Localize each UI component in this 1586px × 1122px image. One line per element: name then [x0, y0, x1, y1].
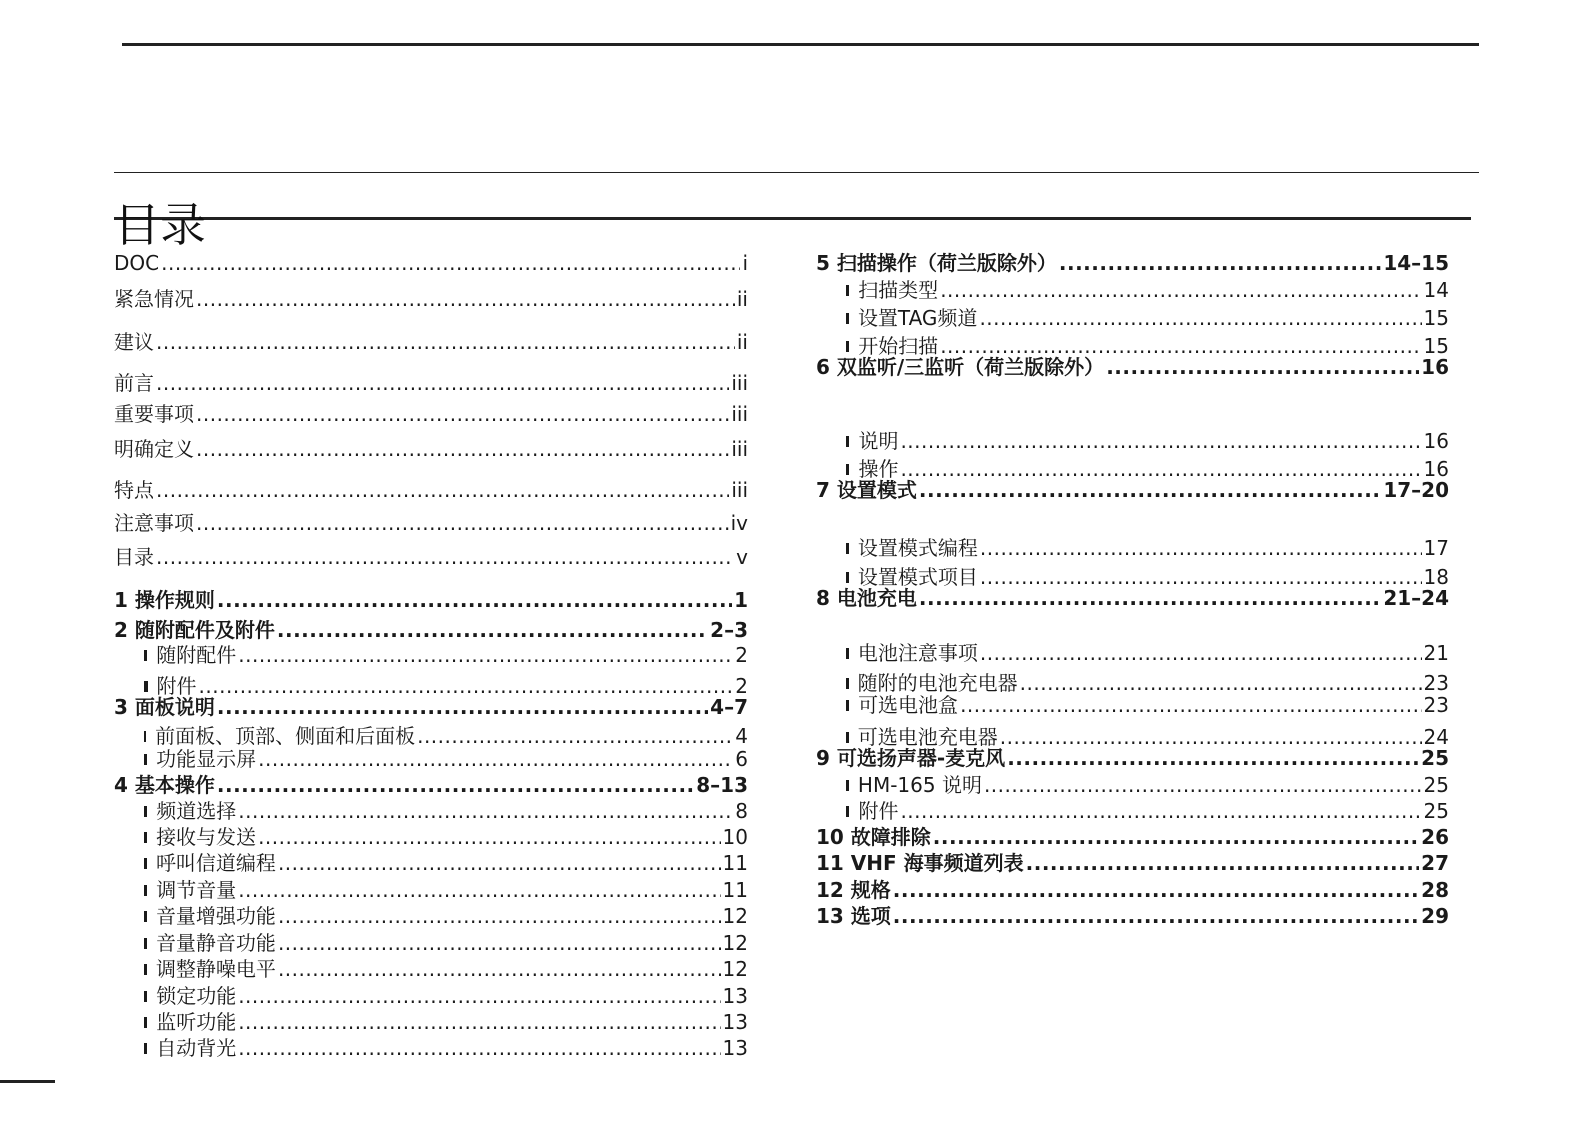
dot-leader: [979, 305, 1421, 331]
toc-entry-label: 4 基本操作: [114, 773, 215, 797]
toc-entry-label: 操作: [858, 457, 899, 481]
dot-leader: [238, 877, 720, 903]
toc-page-number: 23: [1423, 693, 1449, 717]
toc-entry[interactable]: [846, 692, 1449, 718]
toc-section-entry[interactable]: [816, 877, 1449, 903]
square-bullet-icon: [846, 780, 849, 791]
toc-entry-label: 前面板、顶部、侧面和后面板: [155, 724, 416, 748]
dot-leader: [258, 746, 733, 772]
toc-page-number: 2–3: [710, 618, 748, 642]
dot-leader: [217, 694, 708, 720]
square-bullet-icon: [846, 732, 849, 743]
toc-page-number: 12: [722, 931, 748, 955]
square-bullet-icon: [144, 806, 147, 817]
toc-entry-label: 前言: [114, 371, 154, 395]
square-bullet-icon: [144, 1043, 147, 1054]
toc-entry[interactable]: [144, 824, 748, 850]
dot-leader: [1059, 250, 1381, 276]
square-bullet-icon: [846, 572, 849, 583]
toc-page-number: 21–24: [1383, 586, 1449, 610]
dot-leader: [196, 510, 729, 536]
toc-entry[interactable]: [144, 877, 748, 903]
toc-page-number: 26: [1421, 825, 1449, 849]
toc-entry[interactable]: [114, 286, 748, 312]
dot-leader: [278, 956, 721, 982]
toc-entry-label: 随附配件: [156, 643, 237, 667]
toc-page-number: 13: [722, 1036, 748, 1060]
dot-leader: [196, 401, 729, 427]
toc-entry[interactable]: [144, 930, 748, 956]
toc-entry-label: 特点: [114, 478, 154, 502]
square-bullet-icon: [144, 754, 147, 765]
toc-page-number: 15: [1423, 306, 1449, 330]
toc-page-number: 16: [1423, 429, 1449, 453]
toc-section-entry[interactable]: [114, 587, 748, 613]
toc-section-entry[interactable]: [114, 694, 748, 720]
toc-page-number: 2: [735, 674, 748, 698]
toc-entry-label: 1 操作规则: [114, 588, 215, 612]
dot-leader: [161, 250, 740, 276]
toc-page-number: v: [736, 545, 748, 569]
toc-entry-label: 随附的电池充电器: [857, 671, 1018, 695]
toc-entry-label: 10 故障排除: [816, 825, 931, 849]
toc-entry-label: 6 双监听/三监听（荷兰版除外）: [816, 355, 1105, 379]
dot-leader: [980, 535, 1422, 561]
toc-entry[interactable]: [846, 277, 1449, 303]
square-bullet-icon: [846, 285, 849, 296]
toc-entry-label: 目录: [114, 545, 154, 569]
toc-entry[interactable]: [114, 477, 748, 503]
toc-entry-label: 接收与发送: [156, 825, 257, 849]
toc-section-entry[interactable]: [816, 477, 1449, 503]
toc-entry-label: 功能显示屏: [156, 747, 257, 771]
square-bullet-icon: [846, 341, 849, 352]
toc-page-number: 10: [722, 825, 748, 849]
toc-page-number: 18: [1423, 565, 1449, 589]
dot-leader: [900, 798, 1421, 824]
dot-leader: [238, 983, 720, 1009]
toc-entry[interactable]: [144, 903, 748, 929]
toc-page-number: 16: [1421, 355, 1449, 379]
toc-page-number: 14–15: [1383, 251, 1449, 275]
toc-entry[interactable]: [144, 798, 748, 824]
toc-entry-label: HM-165 说明: [857, 773, 982, 797]
dot-leader: [156, 477, 729, 503]
toc-section-entry[interactable]: [816, 354, 1449, 380]
square-bullet-icon: [144, 991, 147, 1002]
toc-entry-label: 自动背光: [156, 1036, 237, 1060]
dot-leader: [893, 877, 1419, 903]
square-bullet-icon: [846, 700, 849, 711]
toc-page-number: 14: [1423, 278, 1449, 302]
toc-entry-label: 7 设置模式: [816, 478, 917, 502]
dot-leader: [217, 772, 694, 798]
toc-entry-label: 9 可选扬声器-麦克风: [816, 746, 1006, 770]
toc-page-number: iii: [731, 437, 748, 461]
dot-leader: [1026, 850, 1420, 876]
toc-page-number: 25: [1421, 746, 1449, 770]
toc-page-number: 12: [722, 904, 748, 928]
toc-entry[interactable]: [846, 798, 1449, 824]
toc-page-number: 12: [722, 957, 748, 981]
dot-leader: [893, 903, 1419, 929]
dot-leader: [933, 824, 1419, 850]
toc-entry-label: 可选电池充电器: [857, 725, 998, 749]
toc-page-number: iii: [731, 402, 748, 426]
page-title: 目录: [114, 197, 206, 252]
square-bullet-icon: [144, 964, 147, 975]
toc-page-number: iv: [730, 511, 748, 535]
title-bottom-rule: [114, 217, 1471, 220]
square-bullet-icon: [846, 436, 849, 447]
dot-leader: [156, 544, 734, 570]
toc-page-number: 23: [1423, 671, 1449, 695]
square-bullet-icon: [144, 681, 148, 692]
square-bullet-icon: [846, 678, 849, 689]
dot-leader: [919, 585, 1381, 611]
toc-page-number: ii: [736, 287, 748, 311]
toc-section-entry[interactable]: [816, 745, 1449, 771]
footer-corner-rule: [0, 1080, 55, 1083]
toc-page-number: 24: [1423, 725, 1449, 749]
toc-entry-label: 设置模式编程: [857, 536, 978, 560]
toc-entry[interactable]: [846, 772, 1449, 798]
toc-entry[interactable]: [144, 983, 748, 1009]
square-bullet-icon: [144, 731, 146, 742]
toc-entry-label: 11 VHF 海事频道列表: [816, 851, 1024, 875]
toc-entry[interactable]: [846, 305, 1449, 331]
toc-page-number: 2: [735, 643, 748, 667]
toc-entry[interactable]: [144, 746, 748, 772]
dot-leader: [196, 436, 729, 462]
square-bullet-icon: [144, 938, 147, 949]
toc-entry[interactable]: [114, 510, 748, 536]
toc-page-number: 8: [735, 799, 748, 823]
dot-leader: [258, 824, 720, 850]
toc-page-number: 15: [1423, 334, 1449, 358]
toc-page-number: 25: [1423, 773, 1449, 797]
toc-section-entry[interactable]: [114, 772, 748, 798]
toc-entry-label: 3 面板说明: [114, 695, 215, 719]
toc-entry[interactable]: [144, 642, 748, 668]
dot-leader: [1106, 354, 1419, 380]
toc-entry-label: 呼叫信道编程: [155, 851, 276, 875]
toc-entry-label: 扫描类型: [858, 278, 939, 302]
square-bullet-icon: [144, 858, 147, 869]
toc-entry-label: 说明: [858, 429, 899, 453]
toc-entry[interactable]: [114, 544, 748, 570]
toc-entry-label: 监听功能: [156, 1010, 237, 1034]
toc-page-number: 13: [722, 1010, 748, 1034]
dot-leader: [277, 617, 708, 643]
toc-entry-label: DOC: [114, 251, 160, 275]
square-bullet-icon: [846, 543, 849, 554]
dot-leader: [156, 329, 735, 355]
toc-entry[interactable]: [144, 1009, 748, 1035]
toc-entry[interactable]: [144, 956, 748, 982]
toc-entry-label: 附件: [858, 799, 899, 823]
toc-entry-label: 调节音量: [156, 878, 237, 902]
toc-entry[interactable]: [144, 1035, 748, 1061]
dot-leader: [980, 640, 1422, 666]
dot-leader: [196, 286, 735, 312]
square-bullet-icon: [144, 650, 147, 661]
square-bullet-icon: [846, 806, 849, 817]
toc-entry[interactable]: [846, 428, 1449, 454]
toc-entry-label: 音量增强功能: [155, 904, 276, 928]
dot-leader: [278, 903, 721, 929]
toc-section-entry[interactable]: [816, 585, 1449, 611]
dot-leader: [238, 1009, 720, 1035]
toc-page-number: 25: [1423, 799, 1449, 823]
toc-entry[interactable]: [114, 329, 748, 355]
toc-entry-label: 调整静噪电平: [155, 957, 276, 981]
toc-section-entry[interactable]: [816, 250, 1449, 276]
toc-page-number: 11: [722, 851, 748, 875]
toc-entry-label: 2 随附配件及附件: [114, 618, 275, 642]
dot-leader: [238, 1035, 720, 1061]
toc-page-number: 4: [735, 724, 748, 748]
header-rule: [122, 43, 1479, 46]
dot-leader: [156, 370, 729, 396]
toc-page-number: 6: [735, 747, 748, 771]
toc-page-number: 29: [1421, 904, 1449, 928]
toc-entry[interactable]: [114, 401, 748, 427]
dot-leader: [238, 642, 733, 668]
square-bullet-icon: [144, 911, 147, 922]
toc-entry-label: 注意事项: [114, 511, 194, 535]
square-bullet-icon: [846, 648, 849, 659]
toc-page-number: 4–7: [710, 695, 748, 719]
title-top-rule: [114, 172, 1479, 173]
toc-section-entry[interactable]: [816, 850, 1449, 876]
toc-entry-label: 附件: [156, 674, 197, 698]
square-bullet-icon: [846, 464, 849, 475]
toc-entry-label: 开始扫描: [858, 334, 939, 358]
toc-entry-label: 紧急情况: [114, 287, 194, 311]
toc-section-entry[interactable]: [816, 903, 1449, 929]
square-bullet-icon: [144, 1017, 147, 1028]
toc-entry-label: 重要事项: [114, 402, 194, 426]
toc-page-number: 21: [1423, 641, 1449, 665]
toc-page-number: iii: [731, 371, 748, 395]
toc-page-number: ii: [736, 330, 748, 354]
toc-entry[interactable]: [144, 850, 748, 876]
toc-entry-label: 8 电池充电: [816, 586, 917, 610]
dot-leader: [960, 692, 1421, 718]
toc-page-number: 1: [734, 588, 748, 612]
toc-page-number: i: [742, 251, 748, 275]
toc-entry-label: 13 选项: [816, 904, 891, 928]
toc-page-number: 11: [722, 878, 748, 902]
dot-leader: [919, 477, 1381, 503]
toc-entry-label: 锁定功能: [156, 984, 237, 1008]
dot-leader: [940, 277, 1421, 303]
toc-page-number: 28: [1421, 878, 1449, 902]
square-bullet-icon: [144, 832, 147, 843]
toc-entry-label: 音量静音功能: [155, 931, 276, 955]
toc-entry-label: 建议: [114, 330, 154, 354]
toc-page-number: 27: [1421, 851, 1449, 875]
toc-entry-label: 5 扫描操作（荷兰版除外）: [816, 251, 1057, 275]
square-bullet-icon: [846, 313, 849, 324]
toc-page-number: 17–20: [1383, 478, 1449, 502]
toc-entry-label: 频道选择: [156, 799, 237, 823]
toc-page-number: 17: [1423, 536, 1449, 560]
toc-entry-label: 12 规格: [816, 878, 891, 902]
toc-entry[interactable]: [114, 370, 748, 396]
toc-entry[interactable]: [846, 640, 1449, 666]
dot-leader: [900, 428, 1421, 454]
toc-page-number: 16: [1423, 457, 1449, 481]
toc-entry[interactable]: [846, 535, 1449, 561]
dot-leader: [278, 850, 721, 876]
dot-leader: [984, 772, 1422, 798]
dot-leader: [238, 798, 733, 824]
toc-entry[interactable]: [114, 436, 748, 462]
toc-entry-label: 可选电池盒: [858, 693, 959, 717]
dot-leader: [1007, 745, 1419, 771]
toc-entry[interactable]: [114, 250, 748, 276]
toc-entry-label: 设置TAG频道: [857, 306, 978, 330]
toc-section-entry[interactable]: [816, 824, 1449, 850]
toc-entry-label: 设置模式项目: [857, 565, 978, 589]
toc-page-number: 8–13: [696, 773, 748, 797]
dot-leader: [217, 587, 732, 613]
toc-entry-label: 电池注意事项: [857, 641, 978, 665]
square-bullet-icon: [144, 885, 147, 896]
toc-section-entry[interactable]: [114, 617, 748, 643]
toc-page-number: 13: [722, 984, 748, 1008]
dot-leader: [278, 930, 721, 956]
toc-entry-label: 明确定义: [114, 437, 194, 461]
toc-page-number: iii: [731, 478, 748, 502]
